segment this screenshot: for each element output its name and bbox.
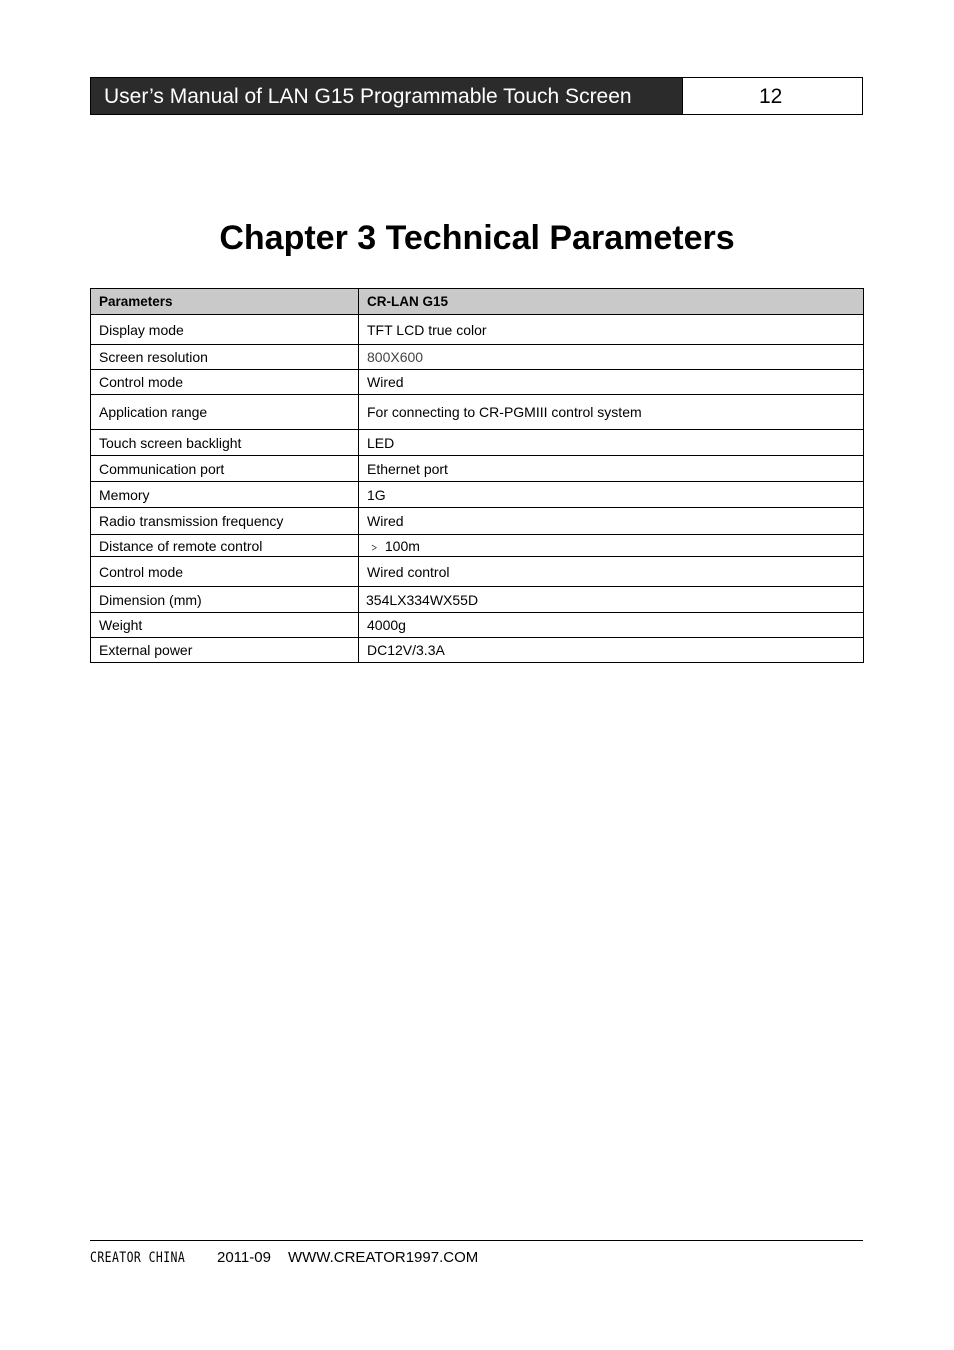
parameter-name: Touch screen backlight	[91, 430, 359, 456]
parameter-name: Memory	[91, 482, 359, 508]
table-row	[91, 638, 864, 663]
parameter-value: Wired	[359, 370, 864, 395]
parameter-value: DC12V/3.3A	[359, 638, 864, 663]
parameter-value: Wired	[359, 508, 864, 535]
parameter-value: For connecting to CR-PGMIII control system	[359, 395, 864, 430]
parameter-value: 4000g	[359, 613, 864, 638]
table-row	[91, 557, 864, 587]
footer-divider	[90, 1240, 863, 1241]
parameter-value: 800X600	[359, 345, 864, 370]
technical-parameters-table	[90, 288, 864, 663]
table-row	[91, 370, 864, 395]
parameter-name: Distance of remote control	[91, 535, 359, 557]
table-row	[91, 613, 864, 638]
chapter-title: Chapter 3 Technical Parameters	[219, 219, 735, 257]
table-row	[91, 345, 864, 370]
footer-website: WWW.CREATOR1997.COM	[287, 1249, 479, 1266]
parameter-name: Control mode	[91, 557, 359, 587]
parameter-name: Display mode	[91, 315, 359, 345]
page-header	[90, 77, 863, 115]
parameter-name: Application range	[91, 395, 359, 430]
table-row	[91, 395, 864, 430]
manual-title: User’s Manual of LAN G15 Programmable Touch Screen	[91, 78, 682, 114]
parameter-value: Ethernet port	[359, 456, 864, 482]
parameter-name: Screen resolution	[91, 345, 359, 370]
table-header-row	[91, 289, 864, 315]
parameter-value: LED	[359, 430, 864, 456]
parameter-name: Radio transmission frequency	[91, 508, 359, 535]
table-row	[91, 430, 864, 456]
footer-date: 2011-09	[217, 1249, 271, 1266]
parameter-name: Communication port	[91, 456, 359, 482]
parameter-value: ﹥ 100m	[359, 535, 864, 557]
parameter-value: 354LX334WX55D	[359, 587, 864, 613]
parameter-value: TFT LCD true color	[359, 315, 864, 345]
parameter-value: 1G	[359, 482, 864, 508]
table-row	[91, 482, 864, 508]
table-row	[91, 508, 864, 535]
parameter-name: External power	[91, 638, 359, 663]
table-row	[91, 456, 864, 482]
column-header-parameters: Parameters	[91, 289, 359, 315]
page-footer	[90, 1249, 478, 1266]
parameter-name: Control mode	[91, 370, 359, 395]
parameter-name: Dimension (mm)	[91, 587, 359, 613]
table-row	[91, 587, 864, 613]
parameter-name: Weight	[91, 613, 359, 638]
footer-brand: CREATOR CHINA	[90, 1250, 186, 1266]
column-header-model: CR-LAN G15	[359, 289, 864, 315]
page-number: 12	[682, 78, 862, 114]
parameter-value: Wired control	[359, 557, 864, 587]
table-row	[91, 535, 864, 557]
table-row	[91, 315, 864, 345]
